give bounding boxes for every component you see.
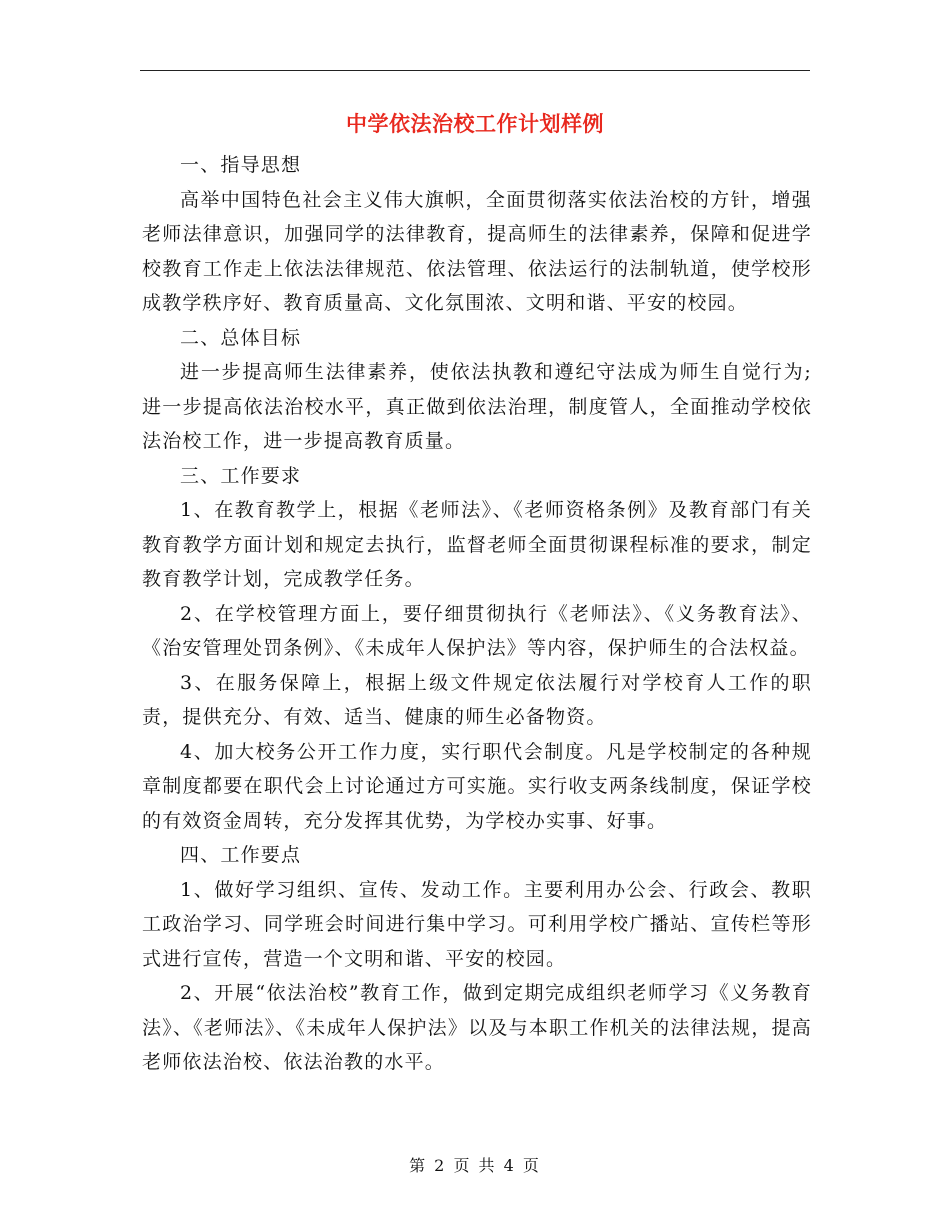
requirement-item-4: 4、加大校务公开工作力度，实行职代会制度。凡是学校制定的各种规章制度都要在职代会上讨论通过方可实施。实行收支两条线制度，保证学校的有效资金周转，充分发挥其优势，为学校办实事、好事。 bbox=[142, 740, 812, 832]
heading-overall-goal: 二、总体目标 bbox=[180, 326, 302, 349]
heading-guiding-thought: 一、指导思想 bbox=[180, 154, 302, 176]
requirement-item-1: 1、在教育教学上，根据《老师法》、《老师资格条例》及教育部门有关教育教学方面计划和规定去执行，监督老师全面贯彻课程标准的要求，制定教育教学计划，完成教学任务。 bbox=[142, 499, 812, 590]
heading-work-requirements: 三、工作要求 bbox=[180, 464, 302, 487]
heading-work-points: 四、工作要点 bbox=[180, 844, 302, 866]
requirement-item-2: 2、在学校管理方面上，要仔细贯彻执行《老师法》、《义务教育法》、《治安管理处罚条例》、《未成年人保护法》等内容，保护师生的合法权益。 bbox=[142, 602, 812, 659]
requirement-item-3: 3、在服务保障上，根据上级文件规定依法履行对学校育人工作的职责，提供充分、有效、适当、健康的师生必备物资。 bbox=[142, 671, 812, 728]
paragraph-guiding-thought: 高举中国特色社会主义伟大旗帜，全面贯彻落实依法治校的方针，增强老师法律意识，加强同学的法律教育，提高师生的法律素养，保障和促进学校教育工作走上依法法律规范、依法管理、依法运行的法制轨道，使学校形成教学秩序好、教育质量高、文化氛围浓、文明和谐、平安的校园。 bbox=[142, 188, 812, 314]
work-point-item-2: 2、开展“依法治校”教育工作，做到定期完成组织老师学习《义务教育法》、《老师法》、《未成年人保护法》以及与本职工作机关的法律法规，提高老师依法治校、依法治教的水平。 bbox=[142, 982, 812, 1073]
document-body bbox=[142, 148, 812, 1080]
document-title: 中学依法治校工作计划样例 bbox=[346, 112, 604, 136]
work-point-item-1: 1、做好学习组织、宣传、发动工作。主要利用办公会、行政会、教职工政治学习、同学班会时间进行集中学习。可利用学校广播站、宣传栏等形式进行宣传，营造一个文明和谐、平安的校园。 bbox=[142, 878, 812, 970]
paragraph-overall-goal: 进一步提高师生法律素养，使依法执教和遵纪守法成为师生自觉行为;进一步提高依法治校水平，真正做到依法治理，制度管人，全面推动学校依法治校工作，进一步提高教育质量。 bbox=[142, 361, 812, 452]
page-number-footer: 第 2 页 共 4 页 bbox=[409, 1156, 541, 1175]
header-rule bbox=[140, 70, 810, 71]
